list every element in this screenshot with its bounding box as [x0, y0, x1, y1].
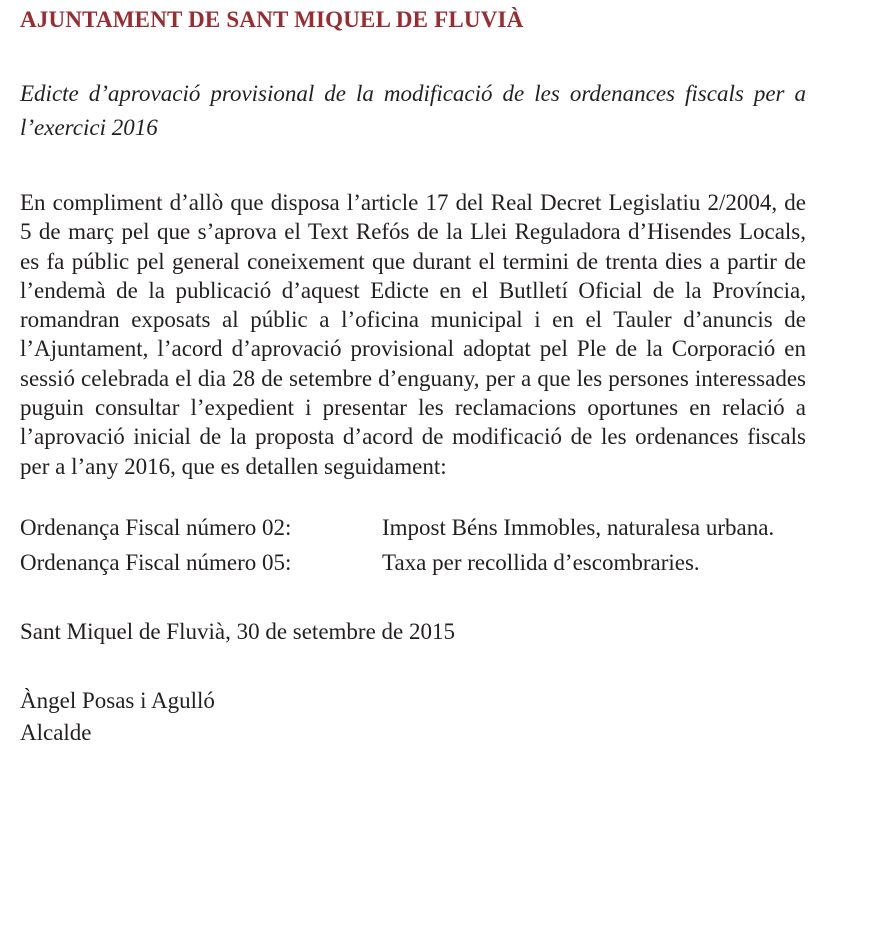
ordinance-row: [20, 547, 806, 578]
ordinance-row: [20, 512, 806, 543]
edict-subtitle: Edicte d’aprovació provisional de la modificació de les ordenances fiscals per a l’exercici 2016: [20, 81, 806, 140]
ordinances-list: [20, 512, 806, 578]
ordinance-description: Taxa per recollida d’escombraries.: [382, 549, 700, 575]
council-heading: AJUNTAMENT DE SANT MIQUEL DE FLUVIÀ: [20, 7, 524, 32]
edict-document: [20, 0, 806, 749]
signatory-name: Àngel Posas i Agulló: [20, 687, 215, 713]
edict-body: En compliment d’allò que disposa l’article 17 del Real Decret Legislatiu 2/2004, de 5 de març pel que s’aprova el Text Refós de la Llei Reguladora d’Hisendes Locals, es fa públic pel general coneixement que durant el termini de trenta dies a partir de l’endemà de la publicació d’aquest Edicte en el Butlletí Oficial de la Província, romandran exposats al públic a l’oficina municipal i en el Tauler d’anuncis de l’Ajuntament, l’acord d’aprovació provisional adoptat pel Ple de la Corporació en sessió celebrada el dia 28 de setembre d’enguany, per a que les persones interessades puguin consultar l’expedient i presentar les reclamacions oportunes en relació a l’aprovació inicial de la proposta d’acord de modificació de les ordenances fiscals per a l’any 2016, que es detallen seguidament:: [20, 190, 806, 479]
signatory-role: Alcalde: [20, 719, 92, 745]
place-and-date: Sant Miquel de Fluvià, 30 de setembre de 2015: [20, 618, 456, 644]
ordinance-label: Ordenança Fiscal número 05:: [20, 549, 292, 575]
ordinance-description: Impost Béns Immobles, naturalesa urbana.: [382, 514, 775, 540]
signature-block: [20, 685, 806, 749]
ordinance-label: Ordenança Fiscal número 02:: [20, 514, 292, 540]
